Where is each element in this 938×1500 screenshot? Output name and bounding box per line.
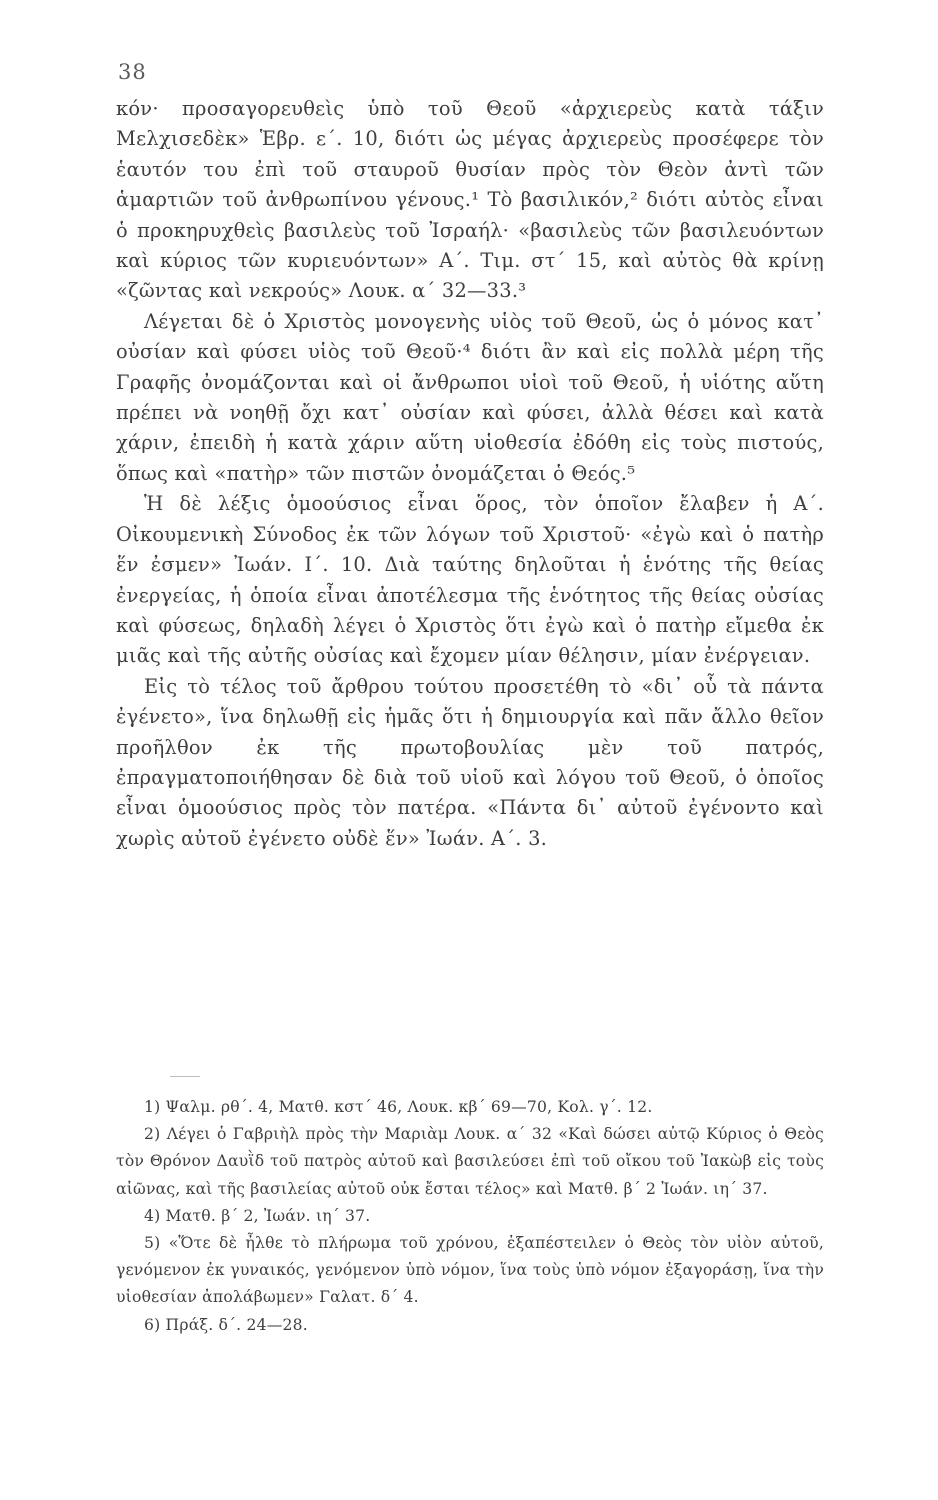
footnote: 2) Λέγει ὁ Γαβριὴλ πρὸς τὴν Μαριὰμ Λουκ. α΄ 32 «Καὶ δώσει αὐτῷ Κύριος ὁ Θεὸς τὸν Θρόνον Δαυῒδ τοῦ πατρὸς αὐτοῦ καὶ βασιλεύσει ἐπὶ τοῦ οἴκου τοῦ Ἰακὼβ εἰς τοὺς αἰῶνας, καὶ τῆς βασιλείας αὐτοῦ οὐκ ἔσται τέλος» καὶ Ματθ. β΄ 2 Ἰωάν. ιη΄ 37. [116, 1125, 824, 1198]
body-text [116, 94, 824, 854]
paragraph: Εἰς τὸ τέλος τοῦ ἄρθρου τούτου προσετέθη τὸ «δι᾽ οὗ τὰ πάντα ἐγένετο», ἵνα δηλωθῇ εἰς ἡμᾶς ὅτι ἡ δημιουργία καὶ πᾶν ἄλλο θεῖον προῆλθον ἐκ τῆς πρωτοβουλίας μὲν τοῦ πατρός, ἐπραγματοποιήθησαν δὲ διὰ τοῦ υἱοῦ καὶ λόγου τοῦ Θεοῦ, ὁ ὁποῖος εἶναι ὁμοούσιος πρὸς τὸν πατέρα. «Πάντα δι᾽ αὐτοῦ ἐγένοντο καὶ χωρὶς αὐτοῦ ἐγένετο οὐδὲ ἕν» Ἰωάν. Α΄. 3. [116, 674, 824, 850]
footnote: 4) Ματθ. β΄ 2, Ἰωάν. ιη΄ 37. [144, 1206, 371, 1225]
paragraph: Ἡ δὲ λέξις ὁμοούσιος εἶναι ὅρος, τὸν ὁποῖον ἔλαβεν ἡ Α΄. Οἰκουμενικὴ Σύνοδος ἐκ τῶν λόγων τοῦ Χριστοῦ· «ἐγὼ καὶ ὁ πατὴρ ἕν ἐσμεν» Ἰωάν. Ι΄. 10. Διὰ ταύτης δηλοῦται ἡ ἑνότης τῆς θείας ἐνεργείας, ἡ ὁποία εἶναι ἀποτέλεσμα τῆς ἑνότητος τῆς θείας οὐσίας καὶ φύσεως, δηλαδὴ λέγει ὁ Χριστὸς ὅτι ἐγὼ καὶ ὁ πατὴρ εἴμεθα ἐκ μιᾶς καὶ τῆς αὐτῆς οὐσίας καὶ ἔχομεν μίαν θέλησιν, μίαν ἐνέργειαν. [116, 492, 824, 668]
footnotes [116, 1094, 824, 1339]
footnote-divider [170, 1076, 200, 1077]
footnote: 6) Πράξ. δ΄. 24—28. [144, 1315, 308, 1334]
page-number: 38 [118, 60, 147, 84]
footnote: 1) Ψαλμ. ρθ΄. 4, Ματθ. κστ΄ 46, Λουκ. κβ΄ 69—70, Κολ. γ΄. 12. [144, 1098, 653, 1116]
paragraph: κόν· προσαγορευθεὶς ὑπὸ τοῦ Θεοῦ «ἀρχιερεὺς κατὰ τάξιν Μελχισεδὲκ» Ἑβρ. ε΄. 10, διότι ὡς μέγας ἀρχιερεὺς προσέφερε τὸν ἑαυτόν του ἐπὶ τοῦ σταυροῦ θυσίαν πρὸς τὸν Θεὸν ἀντὶ τῶν ἁμαρτιῶν τοῦ ἀνθρωπίνου γένους.¹ Τὸ βασιλικόν,² διότι αὐτὸς εἶναι ὁ προκηρυχθεὶς βασιλεὺς τοῦ Ἰσραήλ· «βασιλεὺς τῶν βασιλευόντων καὶ κύριος τῶν κυριευόντων» Α΄. Τιμ. στ΄ 15, καὶ αὐτὸς θὰ κρίνῃ «ζῶντας καὶ νεκρούς» Λουκ. α΄ 32—33.³ [116, 97, 824, 303]
footnote: 5) «Ὅτε δὲ ἦλθε τὸ πλήρωμα τοῦ χρόνου, ἐξαπέστειλεν ὁ Θεὸς τὸν υἱὸν αὐτοῦ, γενόμενον ἐκ γυναικός, γενόμενον ὑπὸ νόμον, ἵνα τοὺς ὑπὸ νόμον ἐξαγοράσῃ, ἵνα τὴν υἱοθεσίαν ἀπολάβωμεν» Γαλατ. δ΄ 4. [116, 1234, 824, 1307]
paragraph: Λέγεται δὲ ὁ Χριστὸς μονογενὴς υἱὸς τοῦ Θεοῦ, ὡς ὁ μόνος κατ᾽ οὐσίαν καὶ φύσει υἱὸς τοῦ Θεοῦ·⁴ διότι ἂν καὶ εἰς πολλὰ μέρη τῆς Γραφῆς ὀνομάζονται καὶ οἱ ἄνθρωποι υἱοὶ τοῦ Θεοῦ, ἡ υἱότης αὕτη πρέπει νὰ νοηθῇ ὄχι κατ᾽ οὐσίαν καὶ φύσει, ἀλλὰ θέσει καὶ κατὰ χάριν, ἐπειδὴ ἡ κατὰ χάριν αὕτη υἱοθεσία ἐδόθη εἰς τοὺς πιστούς, ὅπως καὶ «πατὴρ» τῶν πιστῶν ὀνομάζεται ὁ Θεός.⁵ [116, 309, 824, 485]
